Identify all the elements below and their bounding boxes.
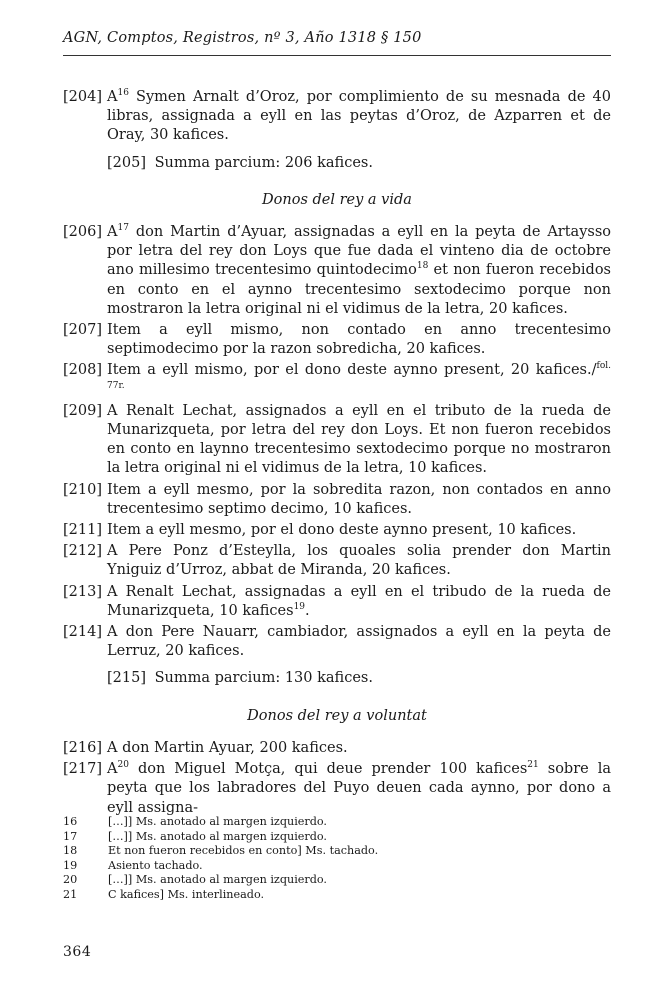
footnote	[63, 873, 611, 888]
entry-text: A Renalt Lechat, assignadas a eyll en el tribudo de la rueda de Munarizqueta, 10 kafices	[107, 583, 611, 619]
entry-number: [205]	[107, 154, 146, 171]
summa-215	[63, 669, 611, 688]
entry-text: A	[107, 224, 118, 241]
footnote-number: 20	[63, 873, 78, 887]
entry-number: [207]	[63, 322, 102, 339]
entry-text: Symen Arnalt d’Oroz, por complimiento de su mesnada de 40 libras, assignada a eyll en las peytas d’Oroz, de Azparren et de Oray, 30 kafices.	[107, 89, 611, 144]
entry-211	[63, 521, 611, 540]
footnote-ref: 16	[117, 88, 129, 98]
footnote-ref: 19	[293, 601, 306, 612]
entry-text: Item a eyll mismo, non contado en anno trecentesimo septimodecimo por la razon sobredicha, 20 kafices.	[107, 322, 611, 358]
entry-210	[63, 481, 611, 519]
entry-text: et non fueron recebidos en conto en el aynno trecentesimo sextodecimo porque non mostraron la letra original ni el vidimus de la letra, 20 kafices.	[107, 262, 611, 317]
summa-205	[63, 154, 611, 173]
footnote-text: C kafices] Ms. interlineado.	[108, 887, 265, 901]
footnote-text: Asiento tachado.	[108, 858, 203, 872]
footnote-text: […]] Ms. anotado al margen izquierdo.	[108, 815, 327, 828]
entry-number: [215]	[107, 670, 146, 687]
footnote-text: […]] Ms. anotado al margen izquierdo.	[108, 873, 327, 887]
entry-text: Item a eyll mismo, por el dono deste aynno present, 20 kafices./	[107, 362, 597, 379]
entry-text: A don Martin Ayuar, 200 kafices.	[107, 739, 348, 756]
entry-text: A Renalt Lechat, assignados a eyll en el tributo de la rueda de Munarizqueta, por letra del rey don Loys. Et non fueron recebidos en conto en laynno trecentesimo sextodecimo porque no mostraron la letra original ni el vidimus de la letra, 10 kafices.	[107, 402, 611, 477]
entry-text: Item a eyll mesmo, por el dono deste aynno present, 10 kafices.	[107, 522, 577, 539]
folio-marker: fol. 77r.	[107, 361, 611, 391]
entry-number: [204]	[63, 89, 102, 105]
entry-206	[63, 223, 611, 319]
footnote-number: 19	[63, 858, 78, 872]
entry-216	[63, 739, 611, 758]
entry-text: A don Pere Nauarr, cambiador, assignados a eyll en la peyta de Lerruz, 20 kafices.	[107, 624, 611, 660]
header-rule	[63, 55, 611, 56]
entry-number: [210]	[63, 481, 102, 498]
entry-207	[63, 321, 611, 359]
entry-number: [217]	[63, 761, 102, 778]
entry-number: [216]	[63, 739, 102, 756]
entry-208	[63, 361, 611, 399]
entry-text: don Martin d’Ayuar, assignadas a eyll en la peyta de Artaysso por letra del rey don Loys que fue dada el vinteno dia de octobre ano millesimo trecentesimo quintodecimo	[107, 224, 611, 279]
footnote	[63, 844, 611, 859]
entry-text: A	[107, 761, 118, 778]
footnotes	[63, 815, 611, 903]
section-title: Donos del rey a voluntat	[247, 707, 427, 724]
footnote	[63, 859, 611, 874]
footnote-ref: 21	[527, 760, 539, 771]
footnote-number: 18	[63, 844, 78, 858]
entry-209	[63, 402, 611, 479]
footnote	[63, 830, 611, 845]
entry-text: A Pere Ponz d’Esteylla, los quoales solia prender don Martin Yniguiz d’Urroz, abbat de Miranda, 20 kafices.	[107, 543, 611, 579]
footnote	[63, 888, 611, 903]
footnote-number: 16	[63, 815, 78, 828]
entry-212	[63, 542, 611, 580]
entry-214	[63, 623, 611, 661]
entry-number: [209]	[63, 402, 102, 419]
footnote-text: […]] Ms. anotado al margen izquierdo.	[108, 829, 327, 843]
page-number: 364	[63, 944, 92, 960]
summa-text: Summa parcium: 130 kafices.	[154, 670, 373, 687]
entry-217	[63, 760, 611, 818]
footnote-number: 17	[63, 829, 78, 843]
footnote-ref: 18	[416, 261, 429, 272]
entry-number: [213]	[63, 583, 102, 600]
entry-213	[63, 583, 611, 621]
main-text	[63, 88, 611, 820]
entry-number: [212]	[63, 543, 102, 560]
running-head: AGN, Comptos, Registros, nº 3, Año 1318 § 150	[63, 30, 422, 46]
entry-number: [214]	[63, 624, 102, 641]
footnote-ref: 17	[117, 223, 129, 234]
entry-number: [208]	[63, 362, 102, 379]
entry-number: [206]	[63, 224, 102, 241]
footnote-ref: 20	[117, 760, 129, 771]
entry-text: .	[305, 602, 310, 619]
entry-text: don Miguel Motça, qui deue prender 100 kafices	[128, 761, 528, 778]
entry-number: [211]	[63, 522, 102, 539]
summa-text: Summa parcium: 206 kafices.	[154, 154, 373, 171]
entry-text: A	[107, 89, 118, 105]
footnote-number: 21	[63, 887, 78, 901]
section-title: Donos del rey a vida	[262, 191, 412, 208]
entry-text: sobre la peyta que los labradores del Puyo deuen cada aynno, por dono a eyll assigna-	[107, 761, 612, 816]
footnote	[63, 815, 611, 830]
entry-text: Item a eyll mesmo, por la sobredita razon, non contados en anno trecentesimo septimo decimo, 10 kafices.	[107, 481, 611, 517]
entry-204	[63, 88, 611, 146]
footnote-text: Et non fueron recebidos en conto] Ms. tachado.	[108, 844, 379, 858]
